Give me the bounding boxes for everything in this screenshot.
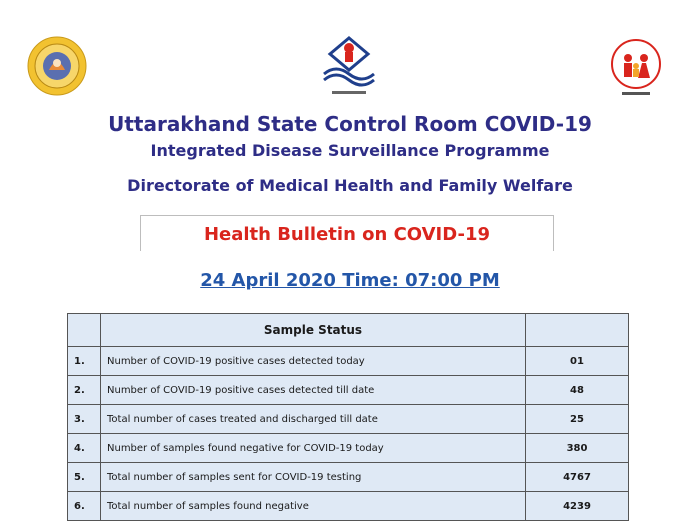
uttarakhand-govt-emblem-icon [318,34,380,100]
directorate-name: Directorate of Medical Health and Family Welfare [127,176,573,195]
row-number: 5. [68,463,101,492]
table-header-row [68,314,629,347]
page-title: Uttarakhand State Control Room COVID-19 [108,112,592,136]
table-row [68,463,629,492]
row-number: 3. [68,405,101,434]
bulletin-banner [140,215,554,251]
row-label: Total number of cases treated and discharged till date [101,405,526,434]
row-value: 4239 [526,492,629,521]
row-label: Number of COVID-19 positive cases detected today [101,347,526,376]
page-subtitle: Integrated Disease Surveillance Programme [150,141,550,160]
row-label: Total number of samples sent for COVID-19 testing [101,463,526,492]
row-value: 4767 [526,463,629,492]
table-row [68,492,629,521]
row-number: 2. [68,376,101,405]
row-value: 380 [526,434,629,463]
bulletin-date: 24 April 2020 Time: 07:00 PM [200,270,500,291]
table-row [68,405,629,434]
table-row [68,347,629,376]
row-label: Number of samples found negative for COVID-19 today [101,434,526,463]
row-label: Number of COVID-19 positive cases detected till date [101,376,526,405]
row-value: 25 [526,405,629,434]
table-header-num [68,314,101,347]
row-value: 01 [526,347,629,376]
row-label: Total number of samples found negative [101,492,526,521]
table-header-value [526,314,629,347]
row-number: 4. [68,434,101,463]
row-number: 6. [68,492,101,521]
national-health-mission-logo-icon [600,36,672,98]
department-emblem-icon [27,36,87,96]
row-number: 1. [68,347,101,376]
table-header-title: Sample Status [101,314,526,347]
table-row [68,376,629,405]
bulletin-title: Health Bulletin on COVID-19 [203,224,491,245]
row-value: 48 [526,376,629,405]
table-row [68,434,629,463]
sample-status-table [67,313,629,521]
